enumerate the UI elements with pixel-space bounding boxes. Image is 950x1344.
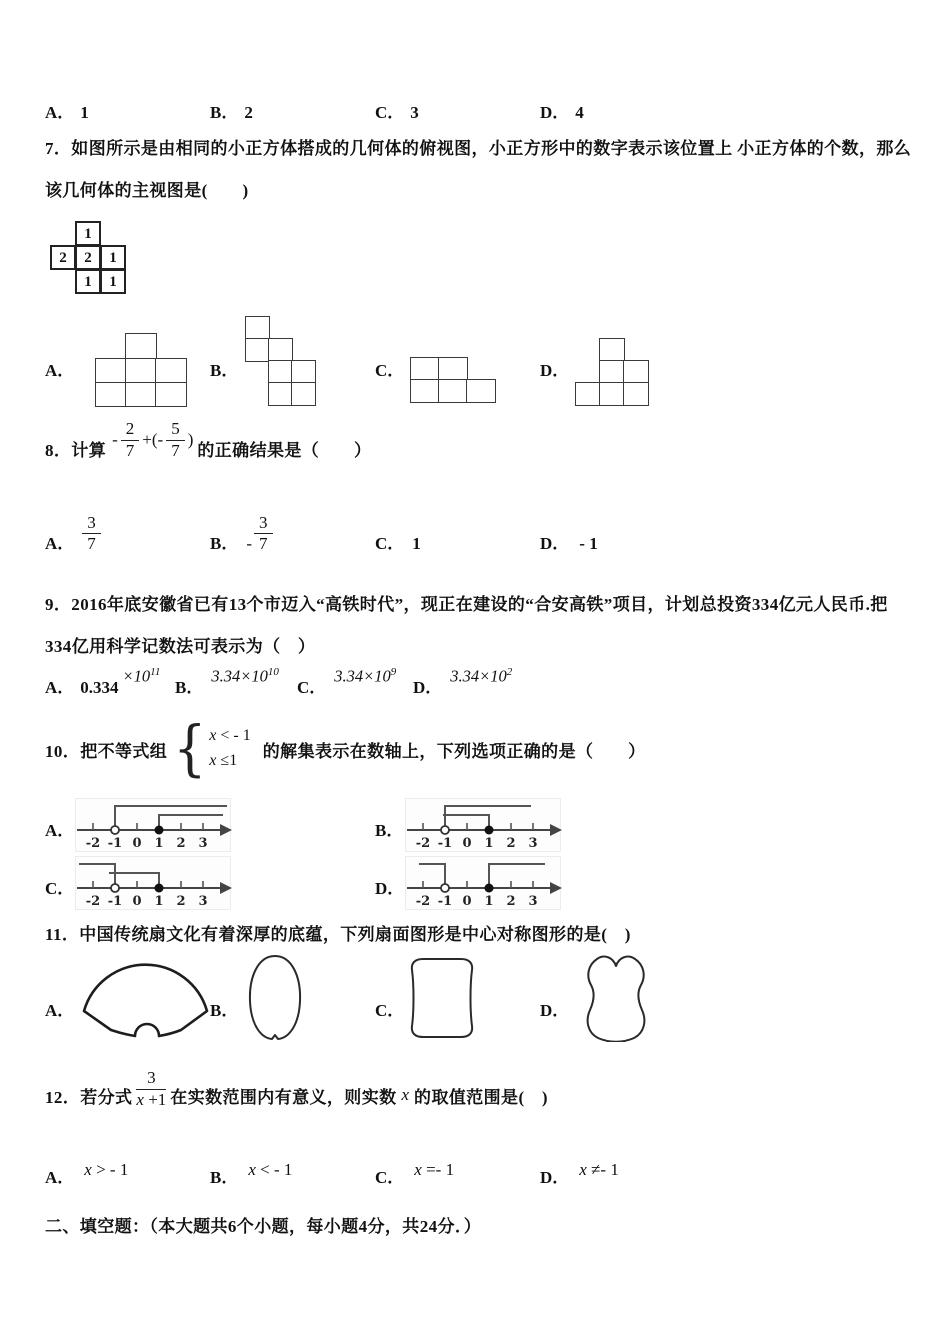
fraction-numerator: 3 [82,514,101,535]
q12-prefix: 12．若分式 [45,1087,133,1107]
square [623,360,649,384]
mantissa: ×10 [122,666,151,685]
q10-question [45,716,646,782]
q12-option-a-value [84,1160,128,1180]
topview-cell: 1 [75,221,101,246]
lobed-fan-shape [578,950,654,1047]
svg-text:0: 0 [462,836,472,851]
q12-option-c [375,1146,454,1188]
fraction-denominator [136,1090,166,1110]
q9-option-c [297,656,396,698]
q8-option-c-label: C． [375,534,405,553]
q8-close-paren: ) [187,430,194,449]
q9-option-b-label: B． [175,678,204,697]
square [438,379,468,403]
q8-fraction-2 [166,420,185,460]
svg-text:3: 3 [198,836,208,851]
q12-fraction [136,1069,166,1109]
q11-option-d-label: D． [540,1001,570,1020]
q8-option-c-value: 1 [412,534,421,553]
numberline-b-svg [405,798,565,852]
q9-text-line1: 9．2016年底安徽省已有13个市迈入“高铁时代”，现正在建设的“合安高铁”项目，计划总投资334亿元人民币.把 [45,595,888,614]
svg-text:2: 2 [176,836,186,851]
q8-option-c [375,502,421,554]
q9-option-a-notation [123,666,161,687]
square [95,358,127,383]
q6-option-b-label: B． [210,103,239,122]
fan-a-svg [78,956,213,1038]
square [291,382,316,406]
svg-text:0: 0 [132,836,142,851]
square [410,357,440,381]
q10-system [209,724,250,774]
fan-c-svg [405,953,479,1043]
square [438,357,468,381]
fraction-denominator: 7 [259,534,268,554]
closed-dot [485,884,494,893]
exponent: 9 [390,665,397,678]
q8-option-b [210,502,273,554]
q8-option-a [45,502,101,554]
svg-text:-2: -2 [85,836,101,851]
q9-option-c-label: C． [297,678,327,697]
q6-option-c-label: C． [375,103,405,122]
q6-option-d [540,98,584,123]
closed-dot [485,826,494,835]
q6-option-c [375,98,419,123]
palm-fan-shape [240,953,310,1048]
q9-text-line2: 334亿用科学记数法可表示为（ ） [45,637,316,656]
fraction-numerator: 3 [136,1069,166,1090]
svg-text:1: 1 [484,894,494,909]
q6-option-a-label: A． [45,103,75,122]
q10-option-c-label: C． [45,879,75,898]
fraction-denominator: 7 [125,440,135,460]
q6-option-d-label: D． [540,103,570,122]
svg-text:3: 3 [198,894,208,909]
q7-topview-grid [50,221,126,294]
svg-text:1: 1 [154,836,164,851]
square [268,338,293,362]
square [155,358,187,383]
q8-option-a-label: A． [45,534,75,553]
mantissa: 3.34×10 [334,666,391,685]
svg-text:-1: -1 [107,894,123,909]
square [466,379,496,403]
variable-x: x [248,1160,256,1179]
q6-option-c-value: 3 [410,103,419,122]
variable-x: x [401,1085,410,1104]
q10-option-a-label: A． [45,821,75,840]
q7-option-b-label: B． [210,361,239,380]
relation: ≠- 1 [586,1160,619,1179]
inequality-rest: < - 1 [216,727,251,745]
q8-operator: +(- [142,430,164,449]
svg-text:0: 0 [132,894,142,909]
q12-option-d-value [579,1160,619,1180]
q8-question [45,418,372,472]
exponent: 2 [506,665,513,678]
q8-suffix: 的正确结果是（ ） [197,440,372,460]
relation: > - 1 [91,1160,129,1179]
mantissa: 3.34×10 [450,666,507,685]
q6-option-a-value: 1 [80,103,89,122]
q10-option-d-label: D． [375,879,405,898]
closed-dot [155,884,164,893]
topview-cell: 1 [75,269,101,294]
q8-minus: - [112,430,118,449]
square [599,360,625,384]
q9-option-a-label: A． [45,678,75,697]
square [125,382,157,407]
q8-option-d-label: D． [540,534,570,553]
square [125,333,157,359]
q6-option-b [210,98,253,123]
square [410,379,440,403]
q6-option-b-value: 2 [244,103,253,122]
q9-option-c-notation [334,666,396,687]
svg-text:3: 3 [528,836,538,851]
svg-text:2: 2 [506,894,516,909]
fraction-numerator: 3 [254,514,273,535]
square [599,338,625,362]
q9-option-d-label: D． [413,678,443,697]
q12-question [45,1066,548,1124]
topview-cell: 1 [100,269,126,294]
topview-cell: 2 [50,245,76,270]
square [291,360,316,384]
q7-option-a-shape [95,333,187,407]
q8-option-d [540,502,598,554]
fan-a-outline [84,965,207,1036]
q8-formula [112,420,193,460]
relation: < - 1 [255,1160,293,1179]
closed-dot [155,826,164,835]
fraction-denominator: 7 [171,440,180,460]
q8-option-b-label: B． [210,534,239,553]
square [268,360,293,384]
q6-option-a [45,98,89,123]
svg-text:-2: -2 [415,894,431,909]
svg-text:0: 0 [462,894,472,909]
svg-text:-1: -1 [437,836,453,851]
q12-option-b-label: B． [210,1168,239,1187]
section-2-header: 二、填空题：（本大题共6个小题，每小题4分，共24分．） [45,1217,482,1236]
q7-option-d-shape [575,338,651,408]
q10-suffix: 的解集表示在数轴上，下列选项正确的是（ ） [262,741,646,761]
q12-option-d-label: D． [540,1168,570,1187]
exponent: 10 [267,665,279,678]
q9-option-b-notation [211,666,279,687]
numberline-d-svg [405,856,565,910]
q10-prefix: 10．把不等式组 [45,741,168,761]
square [268,382,293,406]
square [599,382,625,406]
fan-b-svg [240,953,310,1043]
q10-inequality-2 [209,749,250,774]
q12-option-b-value [248,1160,292,1180]
q12-option-c-value [414,1160,454,1180]
q8-fraction-1 [121,420,140,460]
square [245,316,270,340]
folding-fan-shape [78,956,213,1043]
svg-text:-2: -2 [85,894,101,909]
q12-option-a [45,1146,128,1188]
square [623,382,649,406]
numberline-b [405,798,565,852]
q12-option-a-label: A． [45,1168,75,1187]
variable-x: x [414,1160,422,1179]
q7-text-line2: 该几何体的主视图是( ) [45,181,249,200]
numberline-a [75,798,235,852]
q6-option-d-value: 4 [575,103,584,122]
inequality-rest: ≤1 [216,752,238,769]
denominator-rest: +1 [143,1089,167,1109]
svg-text:-1: -1 [437,894,453,909]
brace-symbol: { [173,714,207,784]
exponent: 11 [150,665,161,678]
q9-option-d [413,656,512,698]
svg-text:3: 3 [528,894,538,909]
svg-text:-2: -2 [415,836,431,851]
q7-option-c-shape [410,357,498,405]
square [95,382,127,407]
variable-x: x [209,752,217,769]
variable-x: x [579,1160,587,1179]
q11-option-b-label: B． [210,1001,239,1020]
numberline-c [75,856,235,910]
q10-option-b-label: B． [375,821,404,840]
svg-text:1: 1 [154,894,164,909]
open-circle [441,826,449,834]
topview-cell: 1 [100,245,126,270]
topview-cell: 2 [75,245,101,270]
square [575,382,601,406]
q11-text: 11．中国传统扇文化有着深厚的底蕴，下列扇面图形是中心对称图形的是( ) [45,925,631,944]
q8-option-a-fraction [82,514,101,554]
relation: =- 1 [421,1160,455,1179]
q7-option-a-label: A． [45,361,75,380]
mantissa: 3.34×10 [211,666,268,685]
variable-x: x [136,1089,144,1109]
q8-option-b-sign: - [246,534,253,553]
svg-text:-1: -1 [107,836,123,851]
fan-d-outline [588,957,645,1042]
square [125,358,157,383]
q8-option-b-fraction [254,514,273,554]
square [245,338,270,362]
q12-option-d [540,1146,619,1188]
svg-text:2: 2 [506,836,516,851]
q12-mid: 在实数范围内有意义，则实数 [170,1087,397,1107]
open-circle [111,884,119,892]
fraction-numerator: 5 [166,420,185,441]
q7-option-c-label: C． [375,361,405,380]
fraction-numerator: 2 [121,420,140,441]
variable-x: x [209,727,217,745]
numberline-d [405,856,565,910]
open-circle [441,884,449,892]
barrel-fan-shape [405,953,479,1048]
svg-text:1: 1 [484,836,494,851]
open-circle [111,826,119,834]
fan-c-outline [412,959,472,1037]
q12-option-c-label: C． [375,1168,405,1187]
numberline-a-svg [75,798,235,852]
q9-option-a [45,656,160,698]
q7-option-d-label: D． [540,361,570,380]
variable-x: x [84,1160,92,1179]
fan-b-outline [250,956,300,1039]
q10-inequality-1 [209,724,250,749]
numberline-c-svg [75,856,235,910]
q7-text-line1: 7．如图所示是由相同的小正方体搭成的几何体的俯视图，小正方形中的数字表示该位置上 小正方体的个数，那么 [45,139,912,158]
q11-option-a-label: A． [45,1001,75,1020]
q7-option-b-shape [245,316,317,408]
q9-option-b [175,656,279,698]
square [155,382,187,407]
fan-d-svg [578,950,654,1042]
q8-option-d-value: - 1 [579,534,598,553]
q8-prefix: 8．计算 [45,440,107,460]
fraction-denominator: 7 [87,534,96,554]
q12-option-b [210,1146,292,1188]
svg-text:2: 2 [176,894,186,909]
q11-option-c-label: C． [375,1001,405,1020]
q9-option-d-notation [450,666,512,687]
q12-suffix: 的取值范围是( ) [414,1087,548,1107]
q9-option-a-pre: 0.334 [80,678,119,697]
